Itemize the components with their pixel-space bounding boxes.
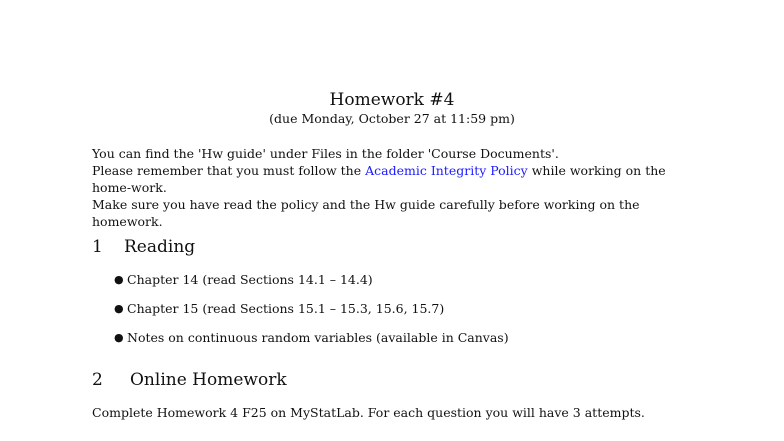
intro-line-hw-guide: You can find the 'Hw guide' under Files in the folder 'Course Documents'.	[92, 146, 559, 161]
list-item-text: Notes on continuous random variables (available in Canvas)	[127, 330, 509, 345]
section-number: 2	[92, 370, 103, 390]
intro-text-after-link: while working on the home-work.	[92, 163, 666, 195]
bullet-icon: ●	[114, 302, 124, 315]
intro-paragraph	[92, 145, 692, 230]
section-number: 1	[92, 237, 103, 257]
list-item-text: Chapter 15 (read Sections 15.1 – 15.3, 15.6, 15.7)	[127, 301, 445, 316]
reading-list	[112, 271, 509, 358]
intro-line-read-policy: Make sure you have read the policy and the Hw guide carefully before working on the homework.	[92, 197, 640, 229]
due-date-subtitle: (due Monday, October 27 at 11:59 pm)	[269, 111, 515, 126]
intro-line-integrity	[92, 162, 692, 196]
bullet-icon: ●	[114, 331, 124, 344]
list-item-text: Chapter 14 (read Sections 14.1 – 14.4)	[127, 272, 373, 287]
page-title: Homework #4	[329, 90, 455, 110]
list-item	[112, 329, 509, 358]
bullet-icon: ●	[114, 273, 124, 286]
list-item	[112, 271, 509, 300]
section-title: Online Homework	[130, 370, 287, 390]
intro-text-before-link: Please remember that you must follow the	[92, 163, 366, 178]
academic-integrity-policy-link[interactable]: Academic Integrity Policy	[365, 163, 528, 178]
list-item	[112, 300, 509, 329]
section-title: Reading	[124, 237, 196, 257]
section-heading-reading	[92, 236, 195, 258]
online-homework-text: Complete Homework 4 F25 on MyStatLab. For each question you will have 3 attempts.	[92, 405, 645, 420]
section-heading-online-homework	[92, 369, 287, 391]
